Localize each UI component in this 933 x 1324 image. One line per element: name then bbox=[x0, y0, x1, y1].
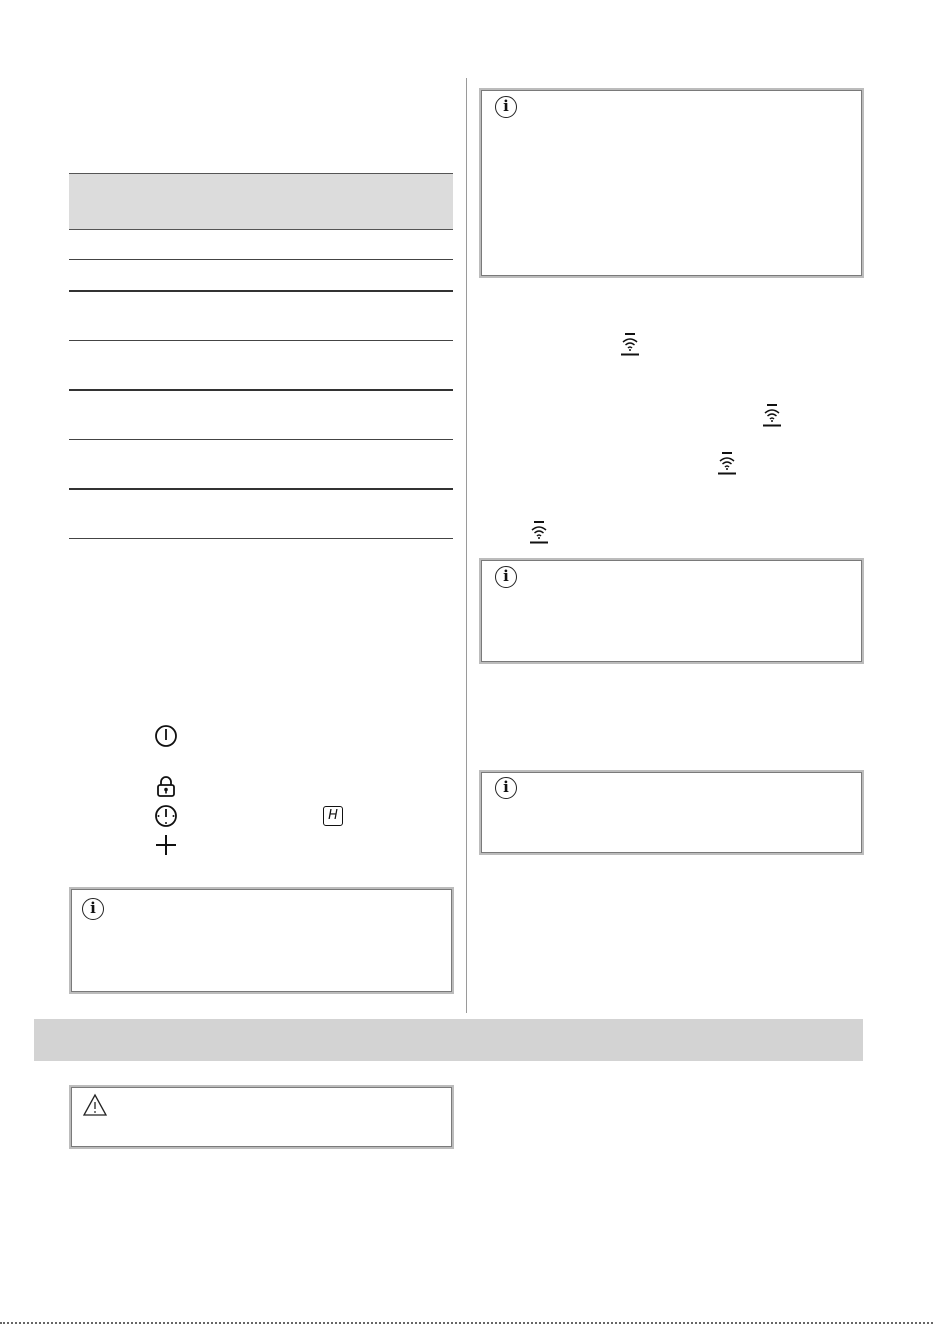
power-icon bbox=[154, 724, 178, 748]
table-row-rule bbox=[69, 290, 453, 292]
info-note-box bbox=[479, 88, 864, 278]
hob-to-hood-icon bbox=[717, 451, 737, 475]
timer-icon bbox=[154, 804, 178, 828]
residual-heat-indicator: H bbox=[323, 806, 343, 826]
info-note-box bbox=[69, 887, 454, 994]
table-row-rule bbox=[69, 538, 453, 539]
lock-icon bbox=[156, 776, 176, 798]
table-row-rule bbox=[69, 259, 453, 260]
info-note-box bbox=[479, 558, 864, 664]
info-circle-icon: i bbox=[495, 566, 517, 588]
info-circle-icon: i bbox=[495, 96, 517, 118]
column-divider bbox=[466, 78, 467, 1013]
info-note-box bbox=[479, 770, 864, 855]
warning-note-box bbox=[69, 1085, 454, 1149]
info-circle-icon: i bbox=[82, 898, 104, 920]
section-heading-bar bbox=[34, 1019, 863, 1061]
hob-to-hood-icon bbox=[529, 520, 549, 544]
hob-to-hood-icon bbox=[620, 332, 640, 356]
warning-triangle-icon bbox=[82, 1093, 108, 1117]
table-row-rule bbox=[69, 340, 453, 341]
table-row-rule bbox=[69, 389, 453, 391]
table-row-rule bbox=[69, 439, 453, 440]
hob-to-hood-icon bbox=[762, 403, 782, 427]
plus-icon bbox=[154, 833, 178, 857]
table-row-rule bbox=[69, 488, 453, 490]
info-circle-icon: i bbox=[495, 777, 517, 799]
table-header bbox=[69, 173, 453, 230]
